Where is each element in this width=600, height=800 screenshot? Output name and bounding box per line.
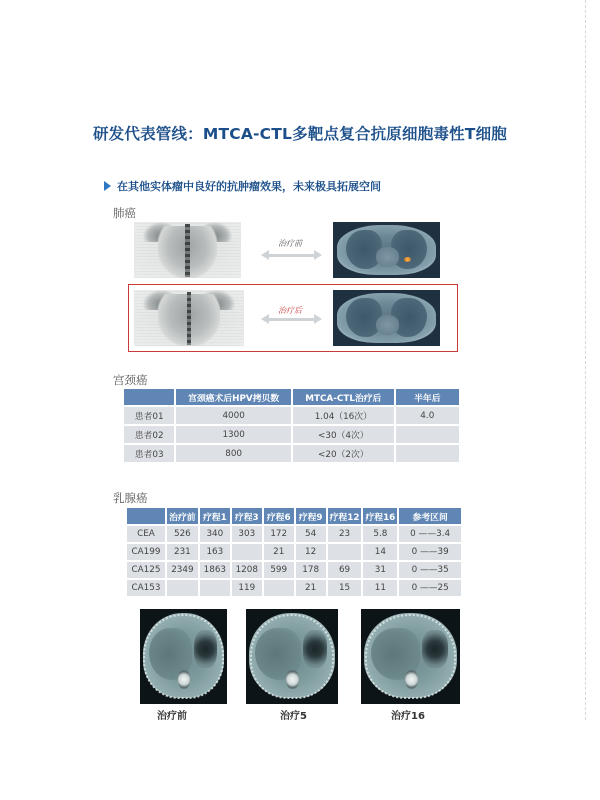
breast-cancer-label: 乳腺癌 bbox=[113, 491, 148, 505]
table-cell: 11 bbox=[363, 580, 397, 596]
caption-treatment16: 治疗16 bbox=[391, 711, 425, 722]
table-cell: 5.8 bbox=[363, 526, 397, 542]
table-header-cell: 疗程6 bbox=[264, 508, 294, 524]
table-header-cell: 疗程3 bbox=[232, 508, 262, 524]
pet-scan-after bbox=[134, 290, 244, 346]
table-cell: 31 bbox=[363, 562, 397, 578]
caption-treatment5: 治疗5 bbox=[280, 711, 307, 722]
pet-scan-before bbox=[134, 222, 241, 278]
subheading-text: 在其他实体瘤中良好的抗肿瘤效果，未来极具拓展空间 bbox=[117, 180, 381, 193]
table-header-cell: 参考区间 bbox=[399, 508, 461, 524]
table-row bbox=[127, 544, 461, 560]
table-cell: 2349 bbox=[167, 562, 198, 578]
table-cell: 231 bbox=[167, 544, 198, 560]
table-cell: 1.04（16次） bbox=[293, 407, 394, 424]
table-cell: 178 bbox=[296, 562, 326, 578]
table-cell bbox=[396, 445, 459, 462]
table-cell: 12 bbox=[296, 544, 326, 560]
ct-abdomen-treatment16 bbox=[361, 609, 460, 704]
table-row bbox=[127, 580, 461, 596]
table-cell: 15 bbox=[328, 580, 362, 596]
table-cell: 800 bbox=[176, 445, 291, 462]
table-cell: 163 bbox=[200, 544, 230, 560]
table-cell: 0 ——3.4 bbox=[399, 526, 461, 542]
table-row-header: CEA bbox=[127, 526, 165, 542]
table-cell: <20（2次） bbox=[293, 445, 394, 462]
table-cell: 119 bbox=[232, 580, 262, 596]
table-row bbox=[124, 426, 459, 443]
table-header-cell: 宫颈癌术后HPV拷贝数 bbox=[176, 389, 291, 405]
table-header-cell: 疗程16 bbox=[363, 508, 397, 524]
table-row bbox=[127, 562, 461, 578]
table-cell: 0 ——39 bbox=[399, 544, 461, 560]
table-cell: 303 bbox=[232, 526, 262, 542]
table-header-cell: 治疗前 bbox=[167, 508, 198, 524]
table-cell: 599 bbox=[264, 562, 294, 578]
table-cell bbox=[264, 580, 294, 596]
table-cell: 172 bbox=[264, 526, 294, 542]
table-cell bbox=[396, 426, 459, 443]
table-cell: 526 bbox=[167, 526, 198, 542]
table-header-cell: 疗程12 bbox=[328, 508, 362, 524]
table-cell bbox=[232, 544, 262, 560]
table-cell: 1863 bbox=[200, 562, 230, 578]
cervical-cancer-table bbox=[122, 387, 461, 464]
table-cell: 14 bbox=[363, 544, 397, 560]
table-row-header: CA153 bbox=[127, 580, 165, 596]
table-row bbox=[124, 407, 459, 424]
table-row bbox=[127, 526, 461, 542]
table-header-cell: MTCA-CTL治疗后 bbox=[293, 389, 394, 405]
table-cell bbox=[200, 580, 230, 596]
table-cell: 4.0 bbox=[396, 407, 459, 424]
table-header-cell bbox=[127, 508, 165, 524]
table-header-cell: 疗程9 bbox=[296, 508, 326, 524]
table-cell: <30（4次） bbox=[293, 426, 394, 443]
table-cell: 340 bbox=[200, 526, 230, 542]
table-cell: 1208 bbox=[232, 562, 262, 578]
table-header-cell bbox=[124, 389, 174, 405]
breast-cancer-table bbox=[125, 506, 463, 598]
table-row-header: CA125 bbox=[127, 562, 165, 578]
table-cell: 54 bbox=[296, 526, 326, 542]
table-cell: 69 bbox=[328, 562, 362, 578]
table-row-header: CA199 bbox=[127, 544, 165, 560]
table-cell: 21 bbox=[264, 544, 294, 560]
ct-abdomen-treatment5 bbox=[246, 609, 338, 704]
compare-arrow-after bbox=[268, 318, 315, 321]
table-cell: 21 bbox=[296, 580, 326, 596]
table-cell bbox=[167, 580, 198, 596]
ct-abdomen-before bbox=[140, 609, 227, 704]
before-label: 治疗前 bbox=[278, 239, 302, 248]
table-header-cell: 半年后 bbox=[396, 389, 459, 405]
table-cell: 4000 bbox=[176, 407, 291, 424]
ct-lung-after bbox=[333, 290, 440, 346]
table-cell: 0 ——35 bbox=[399, 562, 461, 578]
table-row-header: 患者02 bbox=[124, 426, 174, 443]
page-edge-line bbox=[585, 0, 586, 720]
subheading bbox=[104, 178, 381, 194]
table-row-header: 患者01 bbox=[124, 407, 174, 424]
table-cell bbox=[328, 544, 362, 560]
cervical-cancer-label: 宫颈癌 bbox=[113, 373, 148, 387]
table-header-cell: 疗程1 bbox=[200, 508, 230, 524]
table-header-row bbox=[124, 389, 459, 405]
table-cell: 0 ——25 bbox=[399, 580, 461, 596]
caption-before: 治疗前 bbox=[157, 711, 187, 722]
after-label: 治疗后 bbox=[278, 306, 302, 315]
table-cell: 23 bbox=[328, 526, 362, 542]
table-row-header: 患者03 bbox=[124, 445, 174, 462]
table-cell: 1300 bbox=[176, 426, 291, 443]
triangle-bullet-icon bbox=[104, 181, 111, 191]
compare-arrow-before bbox=[268, 254, 315, 257]
table-row bbox=[124, 445, 459, 462]
table-header-row bbox=[127, 508, 461, 524]
page-title: 研发代表管线：MTCA-CTL多靶点复合抗原细胞毒性T细胞 bbox=[92, 125, 507, 143]
lung-cancer-label: 肺癌 bbox=[113, 206, 136, 220]
ct-lung-before bbox=[333, 222, 440, 278]
